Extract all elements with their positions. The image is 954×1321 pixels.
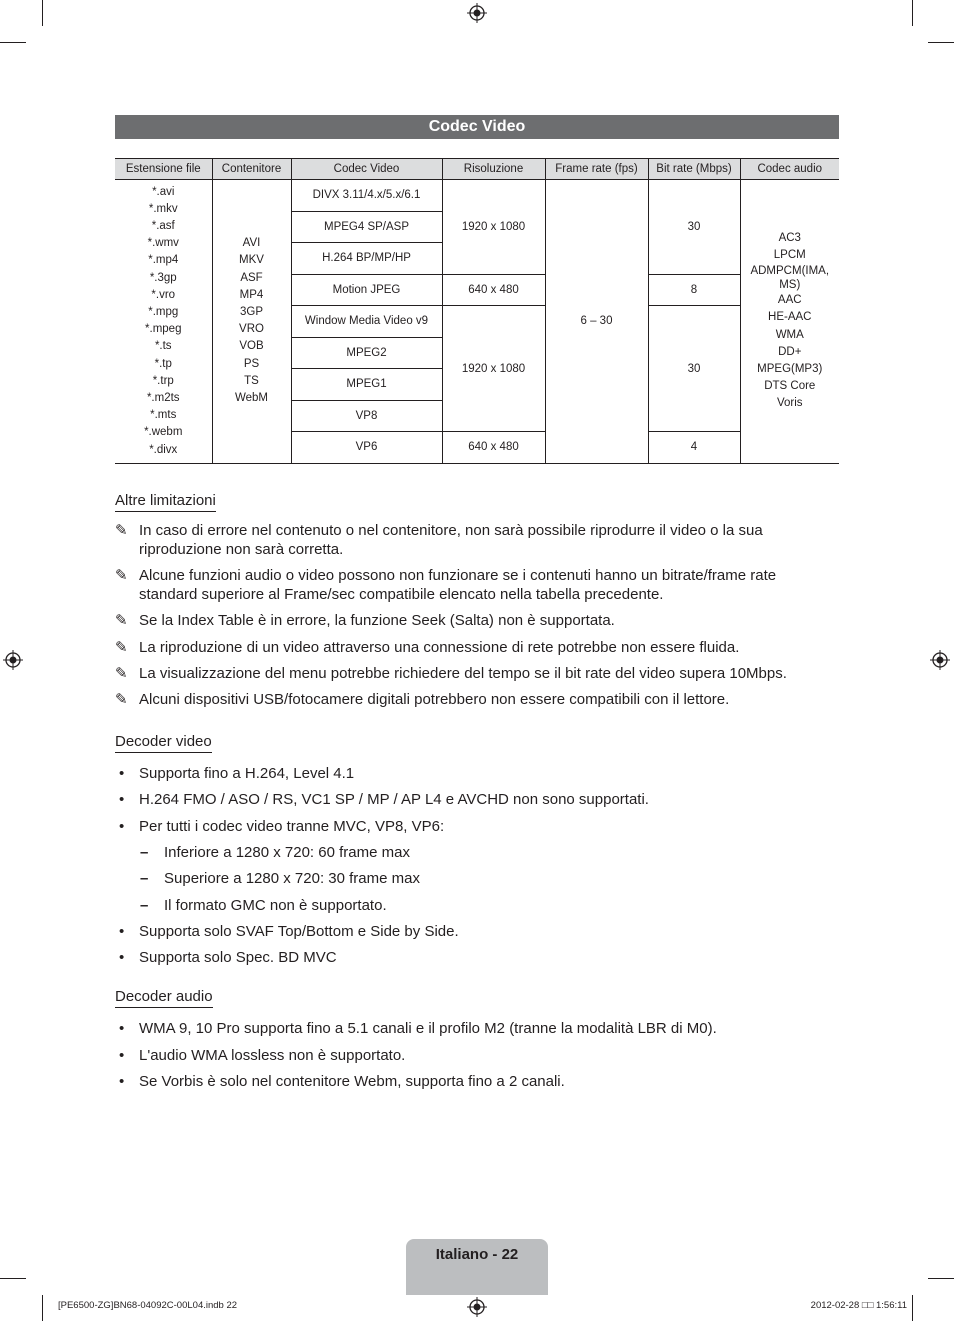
- bullet-icon: •: [119, 791, 125, 808]
- footer-file-info: [PE6500-ZG]BN68-04092C-00L04.indb 22: [58, 1300, 238, 1311]
- extension-item: *.vro: [151, 288, 176, 301]
- note-text: [139, 566, 819, 604]
- extension-item: *.m2ts: [146, 392, 180, 405]
- bullet-text: Se Vorbis è solo nel contenitore Webm, supporta fino a 2 canali.: [139, 1073, 565, 1090]
- bullet-text: WMA 9, 10 Pro supporta fino a 5.1 canali e il profilo M2 (tranne la modalità LBR di M0).: [139, 1020, 717, 1037]
- crop-mark: [42, 1295, 43, 1321]
- extension-item: *.trp: [152, 374, 174, 387]
- container-item: AVI: [242, 237, 261, 250]
- extension-item: *.mp4: [148, 254, 179, 267]
- extension-item: *.ts: [154, 340, 172, 353]
- codec-cell: MPEG1: [291, 369, 442, 401]
- decoder-audio-heading: Decoder audio: [115, 988, 213, 1008]
- bullet-icon: •: [119, 1073, 125, 1090]
- bullet-icon: •: [119, 818, 125, 835]
- audio-codec-item: Voris: [776, 397, 803, 410]
- bitrate-cell: 30: [648, 180, 740, 275]
- page-number-label: Italiano - 22: [406, 1239, 548, 1295]
- container-item: MKV: [239, 254, 264, 267]
- extension-item: *.mpg: [148, 306, 179, 319]
- table-row: [115, 180, 839, 212]
- extension-item: *.avi: [152, 185, 175, 198]
- note-line: riproduzione non sarà corretta.: [139, 541, 344, 558]
- extensions-cell: [115, 180, 212, 464]
- container-item: VOB: [239, 340, 264, 353]
- column-header: Codec audio: [740, 159, 839, 180]
- note-icon: ✎: [115, 639, 128, 656]
- bullet-text: L'audio WMA lossless non è supportato.: [139, 1047, 406, 1064]
- bullet-icon: •: [119, 949, 125, 966]
- extension-item: *.wmv: [147, 237, 179, 250]
- note-icon: ✎: [115, 612, 128, 629]
- extension-item: *.divx: [149, 443, 178, 456]
- bullet-icon: •: [119, 1047, 125, 1064]
- bullet-text: H.264 FMO / ASO / RS, VC1 SP / MP / AP L4 e AVCHD non sono supportati.: [139, 791, 649, 808]
- bullet-text: Per tutti i codec video tranne MVC, VP8, VP6:: [139, 818, 445, 835]
- extension-item: *.3gp: [149, 271, 177, 284]
- note-line: In caso di errore nel contenuto o nel contenitore, non sarà possibile riprodurre il video o la sua: [139, 522, 763, 539]
- column-header: Contenitore: [212, 159, 291, 180]
- note-icon: ✎: [115, 691, 128, 708]
- dash-text: Superiore a 1280 x 720: 30 frame max: [164, 870, 420, 887]
- note-text: La visualizzazione del menu potrebbe richiedere del tempo se il bit rate del video supera 10Mbps.: [139, 665, 787, 682]
- frame-rate-cell: 6 – 30: [545, 180, 648, 464]
- registration-mark-icon: [467, 3, 487, 23]
- codec-cell: MPEG2: [291, 337, 442, 369]
- container-item: 3GP: [239, 306, 263, 319]
- codec-table: [115, 158, 839, 464]
- codec-cell: MPEG4 SP/ASP: [291, 211, 442, 243]
- bullet-text: Supporta fino a H.264, Level 4.1: [139, 765, 355, 782]
- crop-mark: [42, 0, 43, 26]
- audio-codec-item: DTS Core: [764, 380, 816, 393]
- codec-cell: H.264 BP/MP/HP: [291, 243, 442, 275]
- column-header: Bit rate (Mbps): [648, 159, 740, 180]
- column-header: Estensione file: [115, 159, 212, 180]
- codec-cell: VP8: [291, 400, 442, 432]
- note-icon: ✎: [115, 567, 128, 584]
- extension-item: *.mts: [150, 409, 177, 422]
- extension-item: *.mpeg: [145, 323, 182, 336]
- bullet-icon: •: [119, 923, 125, 940]
- decoder-video-heading: Decoder video: [115, 733, 212, 753]
- audio-codec-item: AAC: [777, 294, 802, 307]
- dash-icon: –: [140, 844, 149, 861]
- bitrate-cell: 8: [648, 274, 740, 306]
- containers-cell: [212, 180, 291, 464]
- note-line: Alcune funzioni audio o video possono non funzionare se i contenuti hanno un bitrate/frame rate: [139, 567, 777, 584]
- container-item: TS: [244, 374, 259, 387]
- bitrate-cell: 4: [648, 432, 740, 464]
- audio-codec-item: DD+: [778, 345, 802, 358]
- note-line: standard superiore al Frame/sec compatibile elencato nella tabella precedente.: [139, 586, 664, 603]
- crop-mark: [912, 0, 913, 26]
- crop-mark: [928, 1278, 954, 1279]
- container-item: MP4: [239, 288, 264, 301]
- note-text: [139, 521, 819, 559]
- resolution-cell: 640 x 480: [442, 274, 545, 306]
- audio-codec-item: HE-AAC: [768, 311, 812, 324]
- bullet-icon: •: [119, 1020, 125, 1037]
- extension-item: *.mkv: [148, 202, 178, 215]
- registration-mark-icon: [930, 650, 950, 670]
- codec-cell: VP6: [291, 432, 442, 464]
- extension-item: *.asf: [151, 220, 175, 233]
- note-text: Se la Index Table è in errore, la funzione Seek (Salta) non è supportata.: [139, 612, 615, 629]
- extension-item: *.tp: [154, 357, 172, 370]
- registration-mark-icon: [467, 1297, 487, 1317]
- dash-icon: –: [140, 897, 149, 914]
- footer-timestamp: 2012-02-28 □□ 1:56:11: [810, 1300, 907, 1311]
- bullet-icon: •: [119, 765, 125, 782]
- dash-icon: –: [140, 870, 149, 887]
- note-text: Alcuni dispositivi USB/fotocamere digitali potrebbero non essere compatibili con il lettore.: [139, 691, 730, 708]
- bullet-text: Supporta solo SVAF Top/Bottom e Side by Side.: [139, 923, 459, 940]
- resolution-cell: 640 x 480: [442, 432, 545, 464]
- column-header: Codec Video: [291, 159, 442, 180]
- dash-text: Inferiore a 1280 x 720: 60 frame max: [164, 844, 410, 861]
- registration-mark-icon: [3, 650, 23, 670]
- dash-text: Il formato GMC non è supportato.: [164, 897, 387, 914]
- crop-mark: [0, 42, 26, 43]
- resolution-cell: 1920 x 1080: [442, 306, 545, 432]
- crop-mark: [928, 42, 954, 43]
- container-item: ASF: [240, 271, 263, 284]
- audio-codec-item: MS): [779, 279, 801, 292]
- bitrate-cell: 30: [648, 306, 740, 432]
- codec-cell: DIVX 3.11/4.x/5.x/6.1: [291, 180, 442, 212]
- container-item: PS: [243, 357, 260, 370]
- extension-item: *.webm: [144, 426, 183, 439]
- column-header: Risoluzione: [442, 159, 545, 180]
- audio-codec-item: MPEG(MP3): [757, 363, 823, 376]
- audio-codec-item: LPCM: [773, 249, 806, 262]
- codec-cell: Window Media Video v9: [291, 306, 442, 338]
- note-icon: ✎: [115, 522, 128, 539]
- altre-limitazioni-heading: Altre limitazioni: [115, 492, 216, 512]
- audio-codec-item: ADMPCM(IMA,: [750, 265, 830, 278]
- section-title: Codec Video: [115, 115, 839, 139]
- table-header-row: [115, 159, 839, 180]
- note-text: La riproduzione di un video attraverso una connessione di rete potrebbe non essere fluida.: [139, 639, 740, 656]
- audio-codec-item: WMA: [775, 328, 804, 341]
- container-item: WebM: [234, 392, 269, 405]
- column-header: Frame rate (fps): [545, 159, 648, 180]
- note-icon: ✎: [115, 665, 128, 682]
- crop-mark: [912, 1295, 913, 1321]
- audio-codec-item: AC3: [778, 231, 801, 244]
- bullet-text: Supporta solo Spec. BD MVC: [139, 949, 337, 966]
- crop-mark: [0, 1278, 26, 1279]
- resolution-cell: 1920 x 1080: [442, 180, 545, 275]
- audio-codecs-cell: [740, 180, 839, 464]
- container-item: VRO: [239, 323, 264, 336]
- codec-cell: Motion JPEG: [291, 274, 442, 306]
